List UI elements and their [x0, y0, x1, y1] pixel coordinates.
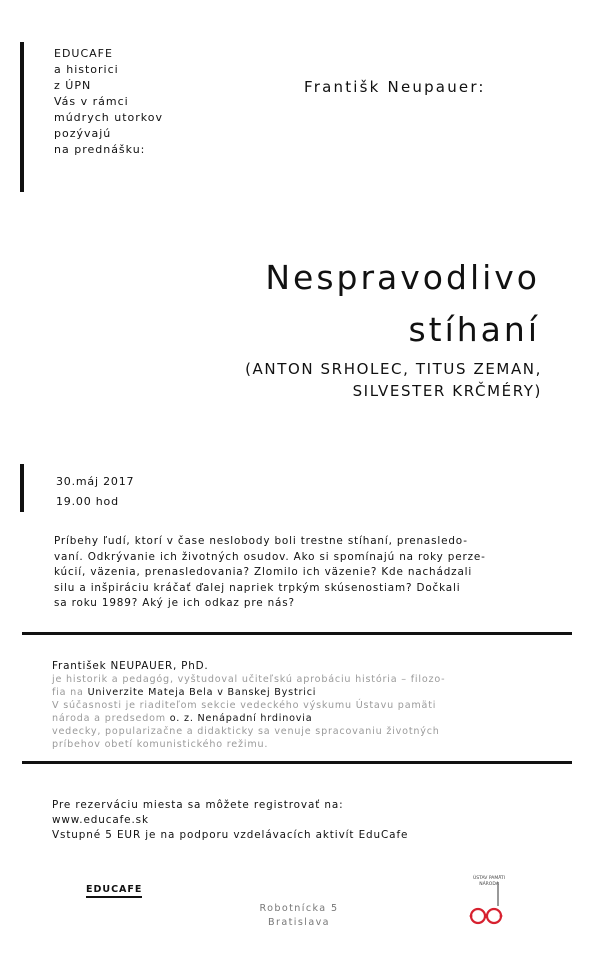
- bio-line-prefix: fia na: [52, 687, 84, 698]
- upn-logo-icon: [464, 880, 512, 928]
- description-line: kúcií, väzenia, prenasledovania? Zlomilo ich väzenie? Kde nachádzali: [54, 566, 473, 578]
- divider-top: [22, 632, 572, 635]
- event-date: 30.máj 2017: [56, 475, 135, 488]
- invitation-block: [54, 46, 163, 158]
- lecture-subtitle: [245, 358, 542, 402]
- bio-university: Univerzite Mateja Bela v Banskej Bystrici: [87, 687, 317, 698]
- bio-line: vedecky, popularizačne a didakticky sa venuje spracovaniu životných: [52, 726, 440, 737]
- invite-line: z ÚPN: [54, 79, 92, 92]
- bio-name: František NEUPAUER, PhD.: [52, 660, 209, 672]
- accent-bar-middle: [20, 464, 24, 512]
- lecture-description: [54, 534, 554, 612]
- registration-line: Vstupné 5 EUR je na podporu vzdelávacích aktivít EduCafe: [52, 829, 409, 841]
- address-line: Robotnícka 5: [259, 903, 339, 914]
- bio-line: príbehov obetí komunistického režimu.: [52, 739, 269, 750]
- title-line-2: stíhaní: [408, 310, 540, 349]
- invite-line: pozývajú: [54, 127, 112, 140]
- registration-block: [52, 798, 408, 843]
- address-line: Bratislava: [268, 917, 330, 928]
- speaker-bio: [52, 660, 562, 751]
- accent-bar-top: [20, 42, 24, 192]
- description-line: silu a inšpiráciu kráčať ďalej napriek trpkým skúsenostiam? Dočkali: [54, 581, 461, 594]
- bio-line: V súčasnosti je riaditeľom sekcie vedeckého výskumu Ústavu pamäti: [52, 700, 437, 711]
- invite-line: na prednášku:: [54, 143, 146, 156]
- speaker-name: Františk Neupauer:: [304, 78, 486, 96]
- subtitle-line-1: (ANTON SRHOLEC, TITUS ZEMAN,: [245, 360, 542, 378]
- invite-line: múdrych utorkov: [54, 111, 163, 124]
- educafe-logo-text: EDUCAFE: [86, 884, 143, 895]
- invite-line: EDUCAFE: [54, 47, 113, 60]
- venue-address: [240, 902, 358, 930]
- event-datetime: [56, 472, 134, 512]
- lecture-title: [265, 252, 540, 356]
- description-line: vaní. Odkrývanie ich životných osudov. Ako si spomínajú na roky perze-: [54, 550, 486, 563]
- bio-line-prefix: národa a predsedom: [52, 713, 166, 724]
- event-time: 19.00 hod: [56, 495, 119, 508]
- registration-link[interactable]: www.educafe.sk: [52, 814, 149, 826]
- registration-line: Pre rezerváciu miesta sa môžete registrovať na:: [52, 799, 344, 811]
- invite-line: Vás v rámci: [54, 95, 129, 108]
- educafe-logo: [86, 884, 142, 898]
- bio-line: je historik a pedagóg, vyštudoval učiteľskú aprobáciu história – filozo-: [52, 674, 446, 685]
- educafe-logo-underline: [86, 896, 142, 898]
- title-line-1: Nespravodlivo: [265, 258, 540, 297]
- description-line: Príbehy ľudí, ktorí v čase neslobody boli trestne stíhaní, prenasledo-: [54, 535, 468, 547]
- bio-line: [52, 686, 562, 699]
- bio-organization: o. z. Nenápadní hrdinovia: [169, 713, 313, 724]
- bio-line: [52, 712, 562, 725]
- invite-line: a historici: [54, 63, 119, 76]
- divider-bottom: [22, 761, 572, 764]
- upn-logo-text: ÚSTAV PAMÄTI NÁRODA: [472, 876, 506, 887]
- description-line: sa roku 1989? Aký je ich odkaz pre nás?: [54, 597, 295, 609]
- subtitle-line-2: SILVESTER KRČMÉRY): [352, 382, 542, 400]
